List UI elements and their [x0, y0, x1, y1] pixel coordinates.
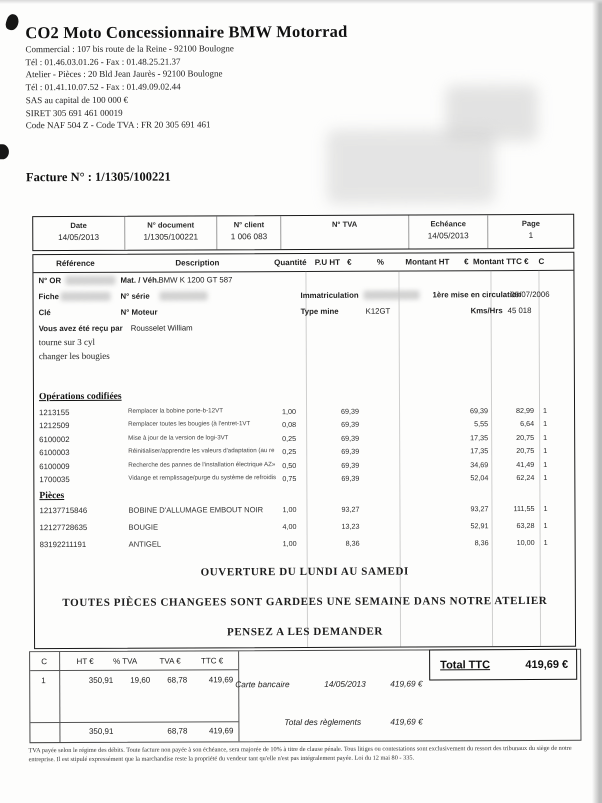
- col-header-description: Description: [175, 258, 220, 268]
- info-value: 1/1305/100221: [143, 232, 199, 242]
- info-header: Echéance: [430, 219, 466, 229]
- circulation-value: 05/07/2006: [510, 289, 550, 300]
- company-address-line: SAS au capital de 100 000 €: [25, 94, 129, 106]
- col-header-percent: %: [376, 257, 384, 267]
- vehicle-row-1: [33, 274, 573, 288]
- cle-label: Clé: [38, 308, 51, 318]
- summary-ttc-value: 419,69: [208, 675, 234, 685]
- scan-edge-top: [0, 0, 602, 4]
- info-cell-client: [218, 216, 282, 249]
- customer-note: tourne sur 3 cyl: [38, 336, 96, 348]
- summary-header-c: C: [41, 657, 48, 667]
- summary-header-tva-pct: % TVA: [113, 656, 138, 666]
- item-unit-price: 69,39: [341, 433, 360, 443]
- item-unit-price: 69,39: [341, 473, 360, 483]
- company-address: [25, 42, 347, 132]
- company-address-line: Commercial : 107 bis route de la Reine - 92100 Boulogne: [25, 43, 234, 55]
- item-description: Remplacer toutes les bougies (à l'entret-1VT: [128, 420, 251, 429]
- item-quantity: 0,75: [282, 473, 297, 484]
- col-header-c: C: [538, 256, 545, 266]
- item-c-code: 1: [543, 537, 548, 547]
- item-reference: 1212509: [39, 421, 70, 431]
- summary-box: [29, 649, 581, 743]
- items-table-header: [33, 253, 573, 273]
- total-ttc-label: Total TTC: [440, 658, 491, 671]
- summary-tva-pct-value: 19,60: [130, 675, 151, 685]
- item-unit-price: 13,23: [341, 521, 360, 531]
- item-reference: 1700035: [39, 474, 70, 485]
- info-value: 1: [528, 230, 534, 241]
- operations-section-title: Opérations codifiées: [38, 391, 122, 403]
- item-c-code: 1: [543, 432, 548, 442]
- item-description: Mise à jour de la version de logi-3VT: [128, 434, 229, 442]
- payment-date: 14/05/2013: [324, 678, 366, 689]
- item-amount-ht: 93,27: [470, 504, 489, 514]
- announcement-ask: PENSEZ A LES DEMANDER: [226, 625, 383, 639]
- vehicle-row-3: [34, 306, 574, 320]
- vehicle-label: Mat. / Véh.: [120, 275, 160, 285]
- item-unit-price: 93,27: [341, 504, 360, 514]
- scan-artifact-mark: [4, 13, 20, 32]
- item-unit-price: 69,39: [341, 420, 360, 430]
- item-amount-ht: 69,39: [470, 406, 489, 416]
- legal-line: entreprise. Il est stipulé expressément que la marchandise reste la propriété du vendeur tant qu'elle n'est pas intégralement payée. Loi du 12 mai 80 - 335.: [28, 754, 415, 764]
- item-description: ANTIGEL: [128, 539, 162, 549]
- item-c-code: 1: [543, 503, 548, 513]
- total-ttc-box: [429, 649, 577, 681]
- item-quantity: 0,25: [282, 433, 297, 443]
- info-header: N° TVA: [331, 219, 358, 229]
- item-quantity: 1,00: [282, 539, 297, 549]
- pieces-section-title: Pièces: [39, 491, 65, 502]
- type-mine-value: K12GT: [365, 306, 391, 316]
- kms-label: Kms/Hrs: [470, 306, 503, 316]
- summary-separator: [30, 721, 238, 723]
- info-cell-echeance: [409, 215, 489, 248]
- total-reglements-amount: 419,69 €: [390, 716, 423, 727]
- item-amount-ht: 8,36: [474, 538, 489, 548]
- item-amount-ht: 17,35: [470, 446, 489, 456]
- company-address-line: Tél : 01.41.10.07.52 - Fax : 01.49.09.02.44: [25, 81, 181, 93]
- item-amount-ht: 5,55: [474, 419, 489, 429]
- invoice-number-title: Facture N° : 1/1305/100221: [25, 169, 171, 185]
- item-amount-ttc: 82,99: [516, 405, 535, 416]
- vehicle-row-2: [34, 290, 574, 304]
- info-header: N° document: [147, 220, 195, 230]
- summary-header-ttc: TTC €: [200, 656, 224, 666]
- item-quantity: 1,00: [282, 505, 297, 515]
- total-ttc-amount: 419,69 €: [525, 658, 569, 671]
- summary-ht-value: 350,91: [88, 675, 114, 685]
- info-value: [281, 232, 408, 233]
- col-header-amount-ttc: Montant TTC: [472, 257, 522, 267]
- col-header-euro: €: [524, 257, 529, 267]
- payment-amount: 419,69 €: [390, 678, 423, 689]
- item-amount-ht: 52,04: [470, 473, 489, 483]
- item-reference: 6100003: [39, 448, 70, 458]
- item-quantity: 4,00: [282, 522, 297, 532]
- item-c-code: 1: [543, 520, 548, 530]
- item-reference: 6100009: [39, 461, 70, 471]
- col-header-quantity: Quantité: [274, 257, 307, 268]
- company-name: CO2 Moto Concessionnaire BMW Motorrad: [25, 21, 348, 43]
- item-unit-price: 69,39: [341, 406, 360, 416]
- info-value: 14/05/2013: [58, 232, 100, 243]
- customer-note: changer les bougies: [38, 350, 110, 362]
- redacted-value: [61, 292, 111, 301]
- info-cell-date: [33, 217, 125, 250]
- col-header-amount-ht: Montant HT: [405, 257, 450, 267]
- summary-header-ht: HT €: [76, 656, 94, 666]
- item-amount-ht: 52,91: [470, 521, 489, 531]
- item-amount-ttc: 111,55: [513, 503, 535, 514]
- company-address-line: Tél : 01.46.03.01.26 - Fax : 01.48.25.21.37: [25, 56, 181, 67]
- announcement-opening: OUVERTURE DU LUNDI AU SAMEDI: [200, 565, 409, 579]
- redacted-value: [364, 290, 420, 299]
- item-c-code: 1: [543, 405, 548, 415]
- payment-method: Carte bancaire: [235, 679, 290, 690]
- type-mine-label: Type mine: [300, 306, 339, 317]
- summary-total-tva: 68,78: [167, 726, 188, 736]
- vehicle-row-4: [34, 322, 574, 336]
- legal-fine-print: [29, 744, 587, 764]
- serie-label: N° série: [120, 291, 150, 301]
- redacted-value: [65, 276, 115, 285]
- recu-label: Vous avez été reçu par: [38, 323, 123, 334]
- legal-line: TVA payée selon le régime des débits. Toute facture non payée à son échéance, sera majorée de 10% à titre de clause pénale. Tous litiges ou contestations sont exclusivement du ressort des tribunaux du siège de notre: [28, 744, 572, 755]
- info-header: Page: [521, 218, 540, 229]
- item-reference: 12127728635: [39, 522, 88, 533]
- summary-separator: [59, 652, 60, 742]
- redacted-value: [160, 291, 208, 300]
- summary-separator: [238, 651, 239, 741]
- col-header-euro: €: [347, 257, 352, 267]
- summary-tva-value: 68,78: [167, 675, 188, 685]
- item-amount-ttc: 10,00: [516, 537, 535, 548]
- operations-rows: [34, 405, 576, 488]
- item-description: Réinitialiser/apprendre les valeurs d'adaptation (au re: [128, 447, 275, 455]
- moteur-label: N° Moteur: [120, 307, 158, 317]
- item-description: Recherche des pannes de l'installation électrique AZ»: [128, 460, 276, 469]
- info-cell-document: [125, 216, 218, 249]
- company-header: [25, 22, 348, 132]
- info-cell-page: [489, 215, 574, 248]
- item-unit-price: 69,39: [341, 446, 360, 456]
- item-description: Remplacer la bobine porte-b-12VT: [128, 407, 223, 415]
- item-quantity: 0,25: [282, 447, 297, 457]
- company-address-line: Atelier - Pièces : 20 Bld Jean Jaurès - 92100 Boulogne: [25, 68, 223, 80]
- scan-artifact-mark: [0, 144, 9, 159]
- kms-value: 45 018: [507, 305, 532, 316]
- item-reference: 1213155: [39, 408, 70, 418]
- item-c-code: 1: [543, 419, 548, 429]
- piece-row: [35, 537, 577, 556]
- item-amount-ht: 34,69: [470, 459, 489, 469]
- summary-c-value: 1: [41, 676, 46, 686]
- item-c-code: 1: [543, 472, 548, 482]
- item-reference: 83192211191: [39, 539, 87, 550]
- item-c-code: 1: [543, 459, 548, 469]
- company-address-line: Code NAF 504 Z - Code TVA : FR 20 305 691 461: [25, 119, 211, 131]
- item-quantity: 1,00: [282, 407, 297, 417]
- item-quantity: 0,50: [282, 460, 297, 470]
- operation-row: [34, 472, 576, 488]
- circulation-label: 1ère mise en circulation: [432, 290, 522, 300]
- col-header-unit-price: P.U HT: [314, 257, 341, 267]
- total-reglements-label: Total des règlements: [284, 716, 362, 728]
- item-amount-ttc: 62,24: [516, 472, 535, 483]
- item-c-code: 1: [543, 446, 548, 456]
- col-header-euro: €: [464, 257, 469, 267]
- item-description: BOBINE D'ALLUMAGE EMBOUT NOIR: [128, 505, 264, 515]
- summary-header-tva: TVA €: [159, 656, 181, 666]
- item-amount-ttc: 63,28: [516, 520, 535, 531]
- item-unit-price: 69,39: [341, 460, 360, 470]
- item-quantity: 0,08: [282, 420, 297, 430]
- summary-total-ttc: 419,69: [208, 726, 234, 736]
- item-unit-price: 8,36: [345, 538, 360, 548]
- scan-edge-right: [592, 0, 602, 803]
- item-amount-ttc: 20,75: [516, 432, 535, 442]
- item-reference: 6100002: [39, 434, 70, 444]
- info-value: 14/05/2013: [427, 231, 469, 241]
- item-description: Vidange et remplissage/purge du système de refroidis: [128, 474, 277, 482]
- item-amount-ht: 17,35: [470, 432, 489, 443]
- immat-label: Immatriculation: [300, 290, 359, 301]
- info-header: Date: [70, 220, 87, 231]
- summary-total-ht: 350,91: [88, 726, 114, 736]
- info-value: 1 006 083: [230, 232, 268, 242]
- item-reference: 12137715846: [39, 505, 88, 516]
- redaction-blur: [327, 129, 495, 204]
- item-amount-ttc: 41,49: [516, 459, 535, 469]
- info-cell-tva: [281, 216, 409, 250]
- col-header-reference: Référence: [56, 258, 95, 269]
- pieces-rows: [34, 503, 576, 556]
- info-header: N° client: [233, 220, 265, 230]
- item-amount-ttc: 20,75: [516, 446, 535, 456]
- summary-separator: [30, 669, 238, 671]
- recu-value: Rousselet William: [130, 323, 193, 333]
- items-table: [32, 252, 576, 649]
- item-description: BOUGIE: [128, 522, 159, 532]
- invoice-info-table: [32, 214, 574, 251]
- company-address-line: SIRET 305 691 461 00019: [25, 107, 123, 118]
- fiche-label: Fiche: [38, 292, 59, 302]
- announcement-parts: TOUTES PIÈCES CHANGEES SONT GARDEES UNE SEMAINE DANS NOTRE ATELIER: [62, 594, 548, 610]
- vehicle-value: BMW K 1200 GT 587: [158, 275, 233, 285]
- or-label: N° OR: [38, 276, 62, 286]
- item-amount-ttc: 6,64: [520, 419, 535, 429]
